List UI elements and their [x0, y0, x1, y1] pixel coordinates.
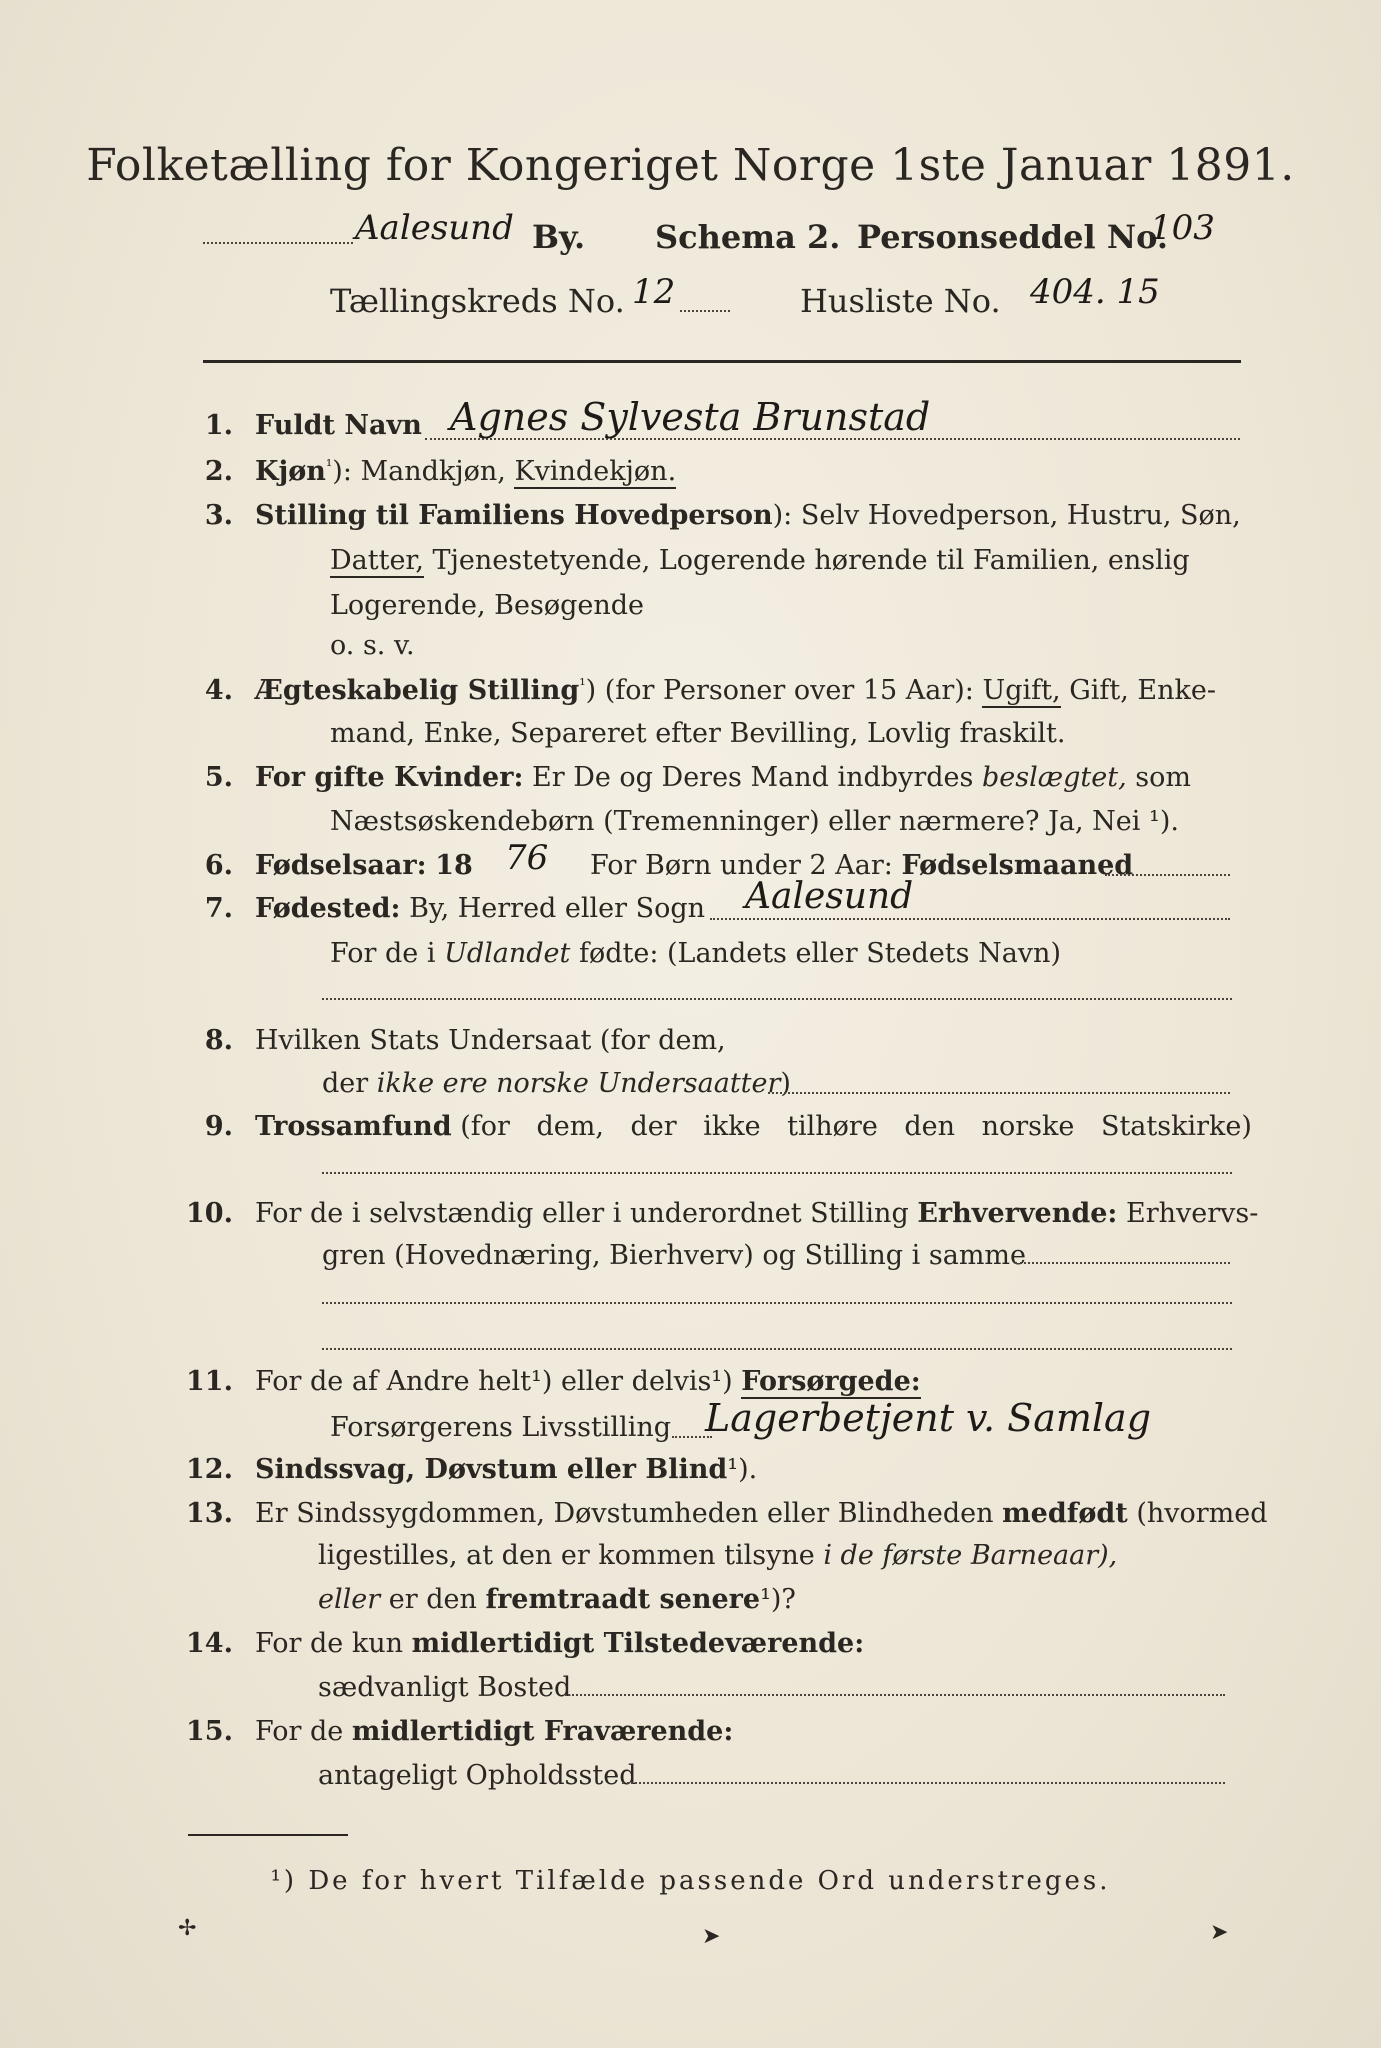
footnote-rule [188, 1834, 348, 1836]
item-2-text: ): Mandkjøn, [332, 456, 506, 487]
item-14-text-1: For de kun [255, 1628, 403, 1659]
kreds-label: Tællingskreds No. [330, 282, 625, 320]
item-15-number: 15. [186, 1716, 233, 1747]
item-2-note: ¹ [325, 456, 333, 475]
item-10-dots-2 [322, 1302, 1232, 1304]
item-8-italic: ikke ere norske Undersaatter [376, 1068, 781, 1099]
item-11 [175, 1366, 921, 1397]
item-13-line-3 [318, 1584, 796, 1615]
item-6-label: Fødselsaar: [255, 850, 427, 881]
item-15 [175, 1716, 733, 1747]
item-2 [175, 456, 676, 487]
item-1-number: 1. [204, 410, 233, 441]
item-10-number: 10. [186, 1198, 233, 1229]
item-3-line-3: Logerende, Besøgende [330, 590, 644, 621]
item-10-text-1b: Erhvervs- [1126, 1198, 1259, 1229]
husliste-label: Husliste No. [800, 282, 1001, 320]
item-13-text-3: er den [388, 1584, 477, 1615]
item-6-rest: For Børn under 2 Aar: [590, 850, 893, 881]
item-8-text-2b: ) [780, 1068, 791, 1099]
item-7-dots [710, 918, 1230, 920]
item-14-label: midlertidigt Tilstedeværende: [411, 1628, 865, 1659]
item-13-italic: i de første Barneaar), [823, 1540, 1118, 1571]
item-10-text-1: For de i selvstændig eller i underordnet Stilling [255, 1198, 909, 1229]
birth-month-label: Fødselsmaaned [901, 850, 1134, 881]
item-5-number: 5. [204, 762, 233, 793]
item-7-answer-dots [322, 998, 1232, 1000]
kreds-dots [680, 310, 730, 312]
item-7-sub-1: For de i [330, 938, 436, 969]
item-4: 4. Ægteskabelig Stilling$^{^1}$) (for Personer over 15 Aar): Ugift, Gift, Enke- [175, 675, 1216, 706]
birthplace-answer: Aalesund [745, 876, 914, 917]
item-11-line-2: Forsørgerens Livsstilling [330, 1412, 672, 1443]
personseddel-number: 103 [1150, 208, 1215, 248]
item-9-dots [322, 1172, 1232, 1174]
full-name-answer: Agnes Sylvesta Brunstad [450, 395, 931, 439]
item-15-label: midlertidigt Fraværende: [351, 1716, 734, 1747]
schema-label: Schema 2. [655, 218, 841, 256]
item-12-number: 12. [186, 1454, 233, 1485]
item-13-number: 13. [186, 1498, 233, 1529]
item-9-text: (for dem, der ikke tilhøre den norske Statskirke) [460, 1111, 1252, 1142]
item-15-dots [622, 1782, 1225, 1784]
item-14-line-2: sædvanligt Bosted [318, 1672, 572, 1703]
item-8-number: 8. [204, 1025, 233, 1056]
kvindekjon-underlined: Kvindekjøn. [514, 456, 677, 487]
item-15-line-2: antageligt Opholdssted [318, 1760, 637, 1791]
item-7-number: 7. [204, 893, 233, 924]
item-5 [175, 762, 1191, 793]
item-13-label: medfødt [1002, 1498, 1128, 1529]
item-4-line-2: mand, Enke, Separeret efter Bevilling, Lovlig fraskilt. [330, 718, 1066, 749]
item-6-number: 6. [204, 850, 233, 881]
item-13-text-3b: ¹)? [760, 1584, 796, 1615]
item-15-text-1: For de [255, 1716, 344, 1747]
item-9-label: Trossamfund [255, 1111, 452, 1142]
item-9 [175, 1111, 1252, 1142]
birth-month-dots [1105, 874, 1230, 876]
item-4-label: Ægteskabelig Stilling [255, 675, 580, 706]
datter-underlined: Datter, [330, 545, 424, 576]
item-13 [175, 1498, 1268, 1529]
item-13-text-1b: (hvormed [1136, 1498, 1268, 1529]
item-7-text: By, Herred eller Sogn [409, 893, 706, 924]
item-2-label: Kjøn [255, 456, 326, 487]
item-13-text-2: ligestilles, at den er kommen tilsyne [318, 1540, 815, 1571]
item-13-text-1: Er Sindssygdommen, Døvstumheden eller Blindheden [255, 1498, 994, 1529]
by-handwritten: Aalesund [355, 208, 514, 248]
item-7-sub-italic: Udlandet [444, 938, 571, 969]
birth-year-prefix: 18 [435, 850, 473, 881]
item-8-text-1: Hvilken Stats Undersaat (for dem, [255, 1025, 726, 1056]
item-13-italic-2: eller [318, 1584, 381, 1615]
item-13-label-2: fremtraadt senere [485, 1584, 761, 1615]
item-5-line-2: Næstsøskendebørn (Tremenninger) eller nærmere? Ja, Nei ¹). [330, 806, 1179, 837]
birth-year-answer: 76 [505, 838, 549, 878]
item-9-number: 9. [204, 1111, 233, 1142]
corner-mark-center: ➤ [702, 1924, 721, 1949]
item-10-line-2: gren (Hovednæring, Bierhverv) og Stilling i samme [322, 1240, 1027, 1271]
item-14 [175, 1628, 864, 1659]
item-11-number: 11. [186, 1366, 233, 1397]
item-7 [175, 893, 705, 924]
item-12-label: Sindssvag, Døvstum eller Blind [255, 1454, 728, 1485]
provider-occupation-answer: Lagerbetjent v. Samlag [705, 1396, 1152, 1440]
form-title: Folketælling for Kongeriget Norge 1ste Januar 1891. [86, 140, 1295, 191]
by-dotted-line [203, 242, 353, 244]
item-7-sub-2: fødte: (Landets eller Stedets Navn) [578, 938, 1061, 969]
corner-mark-left: ✢ [178, 1916, 197, 1941]
item-13-line-2 [318, 1540, 1117, 1571]
forsorgede-label: Forsørgede: [741, 1366, 921, 1397]
item-3-line-4: o. s. v. [330, 630, 415, 661]
by-label: By. [532, 218, 586, 256]
item-8-line-2 [322, 1068, 791, 1099]
header-rule [203, 360, 1241, 363]
item-14-number: 14. [186, 1628, 233, 1659]
item-5-text-1: Er De og Deres Mand indbyrdes [532, 762, 974, 793]
item-8 [175, 1025, 726, 1056]
item-3-text-1: ): Selv Hovedperson, Hustru, Søn, [772, 500, 1241, 531]
ugift-underlined: Ugift, [982, 675, 1061, 706]
item-14-dots [565, 1694, 1225, 1696]
item-8-dots [768, 1092, 1230, 1094]
item-3-text-2: Tjenestetyende, Logerende hørende til Familien, enslig [432, 545, 1190, 576]
item-10 [175, 1198, 1258, 1229]
item-4-text-1b: Gift, Enke- [1069, 675, 1216, 706]
item-7-label: Fødested: [255, 893, 401, 924]
item-6 [175, 850, 473, 881]
item-3 [175, 500, 1241, 531]
item-5-italic: beslægtet, [981, 762, 1127, 793]
item-7-line-2 [330, 938, 1061, 969]
item-5-label: For gifte Kvinder: [255, 762, 524, 793]
item-12 [175, 1454, 757, 1485]
item-11-text-1: For de af Andre helt¹) eller delvis¹) [255, 1366, 733, 1397]
footnote: ¹) De for hvert Tilfælde passende Ord understreges. [270, 1866, 1111, 1896]
item-1 [175, 410, 422, 441]
item-2-number: 2. [204, 456, 233, 487]
item-3-line-2 [330, 545, 1190, 576]
item-4-number: 4. [204, 675, 233, 706]
kreds-number: 12 [632, 272, 676, 312]
item-10-dots-1 [1015, 1262, 1230, 1264]
item-1-label: Fuldt Navn [255, 410, 422, 441]
husliste-number: 404. 15 [1030, 272, 1160, 312]
item-3-number: 3. [204, 500, 233, 531]
item-10-dots-3 [322, 1348, 1232, 1350]
item-10-label: Erhvervende: [917, 1198, 1118, 1229]
personseddel-label: Personseddel No. [857, 218, 1168, 256]
item-3-label: Stilling til Familiens Hovedperson [255, 500, 773, 531]
item-8-text-2a: der [322, 1068, 369, 1099]
item-5-text-1b: som [1135, 762, 1191, 793]
corner-mark-right: ➤ [1210, 1920, 1229, 1945]
item-12-text: ¹). [727, 1454, 758, 1485]
item-4-text-1: ) (for Personer over 15 Aar): [585, 675, 974, 706]
